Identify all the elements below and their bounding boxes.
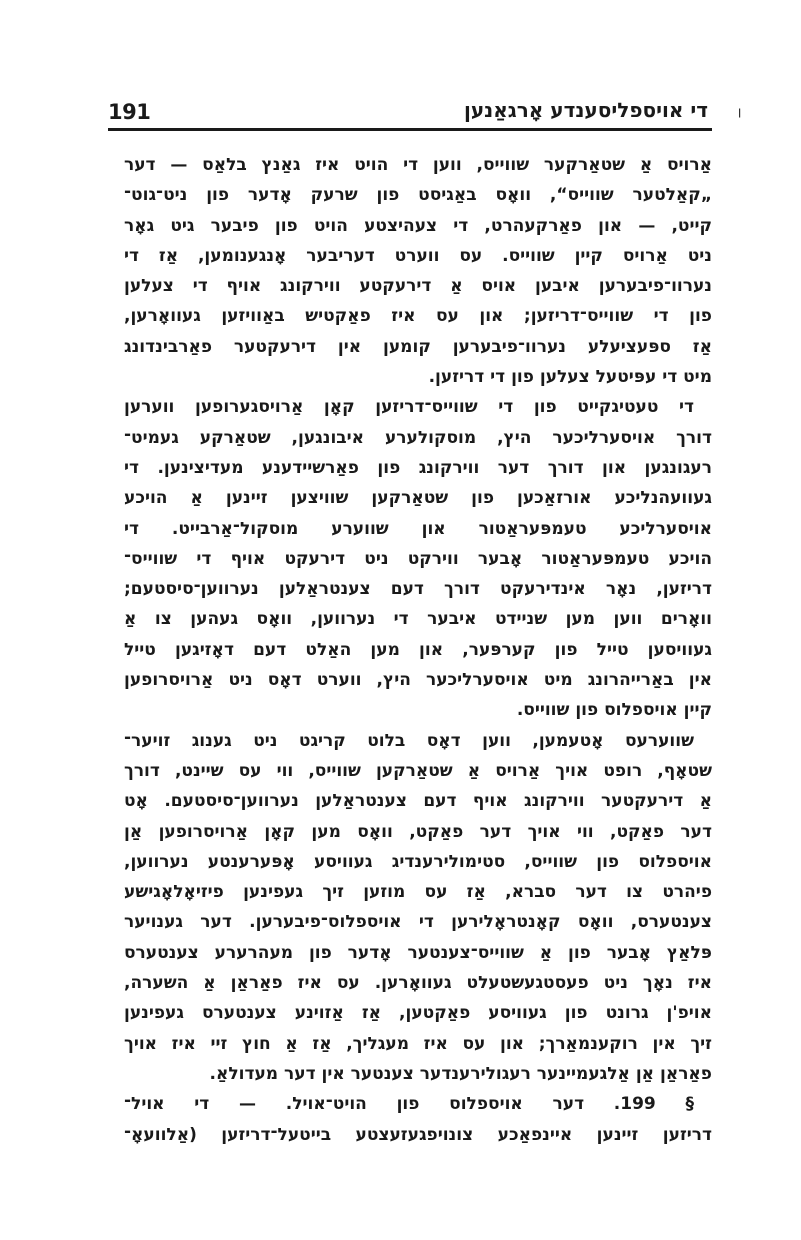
text-line: קייט, — און פאַרקעהרט, די צעהיצטע הויט פון פיבער גיט גאָר: [124, 215, 712, 236]
text-line: נערוו־פיבערען איבען אויס אַ דירעקטע ווירקונג אויף די צעלען: [124, 276, 712, 297]
text-line: פּלאַץ אָבער פון אַ שווייס־צענטער אָדער פון מעהרערע צענטערס: [124, 942, 712, 963]
text-line: אַז ספּעציעלע נערוו־פיבערען קומען אין דירעקטער פאַרבינדונג: [124, 336, 712, 357]
text-line: געוויסען טייל פון קערפּער, און מען האַלט דעם דאָזיגען טייל: [124, 639, 712, 660]
header-rule: [108, 128, 712, 131]
text-line: פיהרט צו דער סברא, אַז עס מוזען זיך געפינען פיזיאָלאָגישע: [124, 882, 712, 903]
text-line: מיט די עפּיטעל צעלען פון די דריזען.: [428, 367, 712, 388]
text-line: אין באַרייהרונג מיט אויסערליכער היץ, ווערט דאָס ניט אַרויסרופען: [124, 670, 712, 691]
text-line: רעגונגען און דורך דער ווירקונג פון פאַרשיידענע מעדיצינען. די: [124, 457, 712, 478]
body-text: [124, 150, 712, 1150]
text-line: געוועהנליכע אורזאַכען פון שטאַרקען שוויצען זיינען אַ הויכע: [124, 488, 712, 509]
text-line: דער פאַקט, ווי אויך דער פאַקט, וואָס מען קאָן אַרויסרופען אַן: [124, 821, 712, 842]
text-line: דורך אויסערליכער היץ, מוסקולערע איבונגען, שטאַרקע געמיט־: [124, 427, 712, 448]
text-line: קיין אויספלוס פון שווייס.: [516, 700, 712, 721]
text-line: די טעטיגקייט פון די שווייס־דריזען קאָן אַרויסגערופען ווערען: [124, 397, 694, 418]
text-line: „קאַלטער שווייס“, וואָס באַגיסט פון שרעק אָדער פון ניט־גוט־: [124, 185, 712, 206]
text-line: פאַראַן אַן אַלגעמיינער רעגולירענדער צענטער אין דער מעדולאַ.: [209, 1063, 712, 1084]
text-line: פון די שווייס־דריזען; און עס איז פאַקטיש באַוויזען געוואָרען,: [124, 306, 712, 327]
text-line: זיך אין רוקענמאַרך; און עס איז מעגליך, אַז אַ חוץ זיי איז אויך: [124, 1033, 712, 1054]
section-heading-line: § 199. דער אויספלוס פון הויט־אויל. — די אויל־: [124, 1094, 694, 1115]
page-number: 191: [108, 100, 151, 124]
text-line: דריזען זיינען איינפאַכע צונויפגעזעצטע בייטעל־דריזען (אַלוועאָ־: [124, 1124, 712, 1145]
text-line: צענטערס, וואָס קאָנטראָלירען די אויספלוס־פיבערען. דער גענויער: [124, 912, 712, 933]
text-line: אויסערליכע טעמפּעראַטור און שווערע מוסקול־אַרבייט. די: [124, 518, 712, 539]
running-head: [108, 98, 708, 132]
text-line: דריזען, נאָר אינדירעקט דורך דעם צענטראַלען נערווען־סיסטעם;: [124, 579, 712, 600]
corner-mark: ן: [738, 104, 742, 118]
text-line: שטאָף, רופט אויך אַרויס אַ שטאַרקען שווייס, ווי עס שיינט, דורך: [124, 760, 712, 781]
text-line: איז נאָך ניט פעסטגעשטעלט געוואָרען. עס איז פאַראַן אַ השערה,: [124, 973, 712, 994]
text-line: אַ דירעקטער ווירקונג אויף דעם צענטראַלען נערווען־סיסטעם. אָט: [124, 791, 712, 812]
text-line: אויפ'ן גרונט פון געוויסע פאַקטען, אַז אַזוינע צענטערס געפינען: [124, 1003, 712, 1024]
text-line: אַרויס אַ שטאַרקער שווייס, ווען די הויט איז גאַנץ בלאַס — דער: [124, 155, 712, 175]
running-title: די אויספליסענדע אָרגאַנען: [463, 98, 708, 122]
text-line: הויכע טעמפּעראַטור אָבער ווירקט ניט דירעקט אויף די שווייס־: [124, 548, 712, 569]
text-line: שווערעס אָטעמען, ווען דאָס בלוט קריגט ניט גענוג זויער־: [124, 730, 694, 751]
text-line: אויספלוס פון שווייס, סטימולירענדיג געוויסע אָפּערענטע נערווען,: [124, 851, 712, 872]
text-line: ניט אַרויס קיין שווייס. עס ווערט דעריבער אָנגענומען, אַז די: [124, 245, 712, 266]
text-line: וואָרים ווען מען שניידט איבער די נערווען, וואָס געהען צו אַ: [124, 609, 712, 630]
